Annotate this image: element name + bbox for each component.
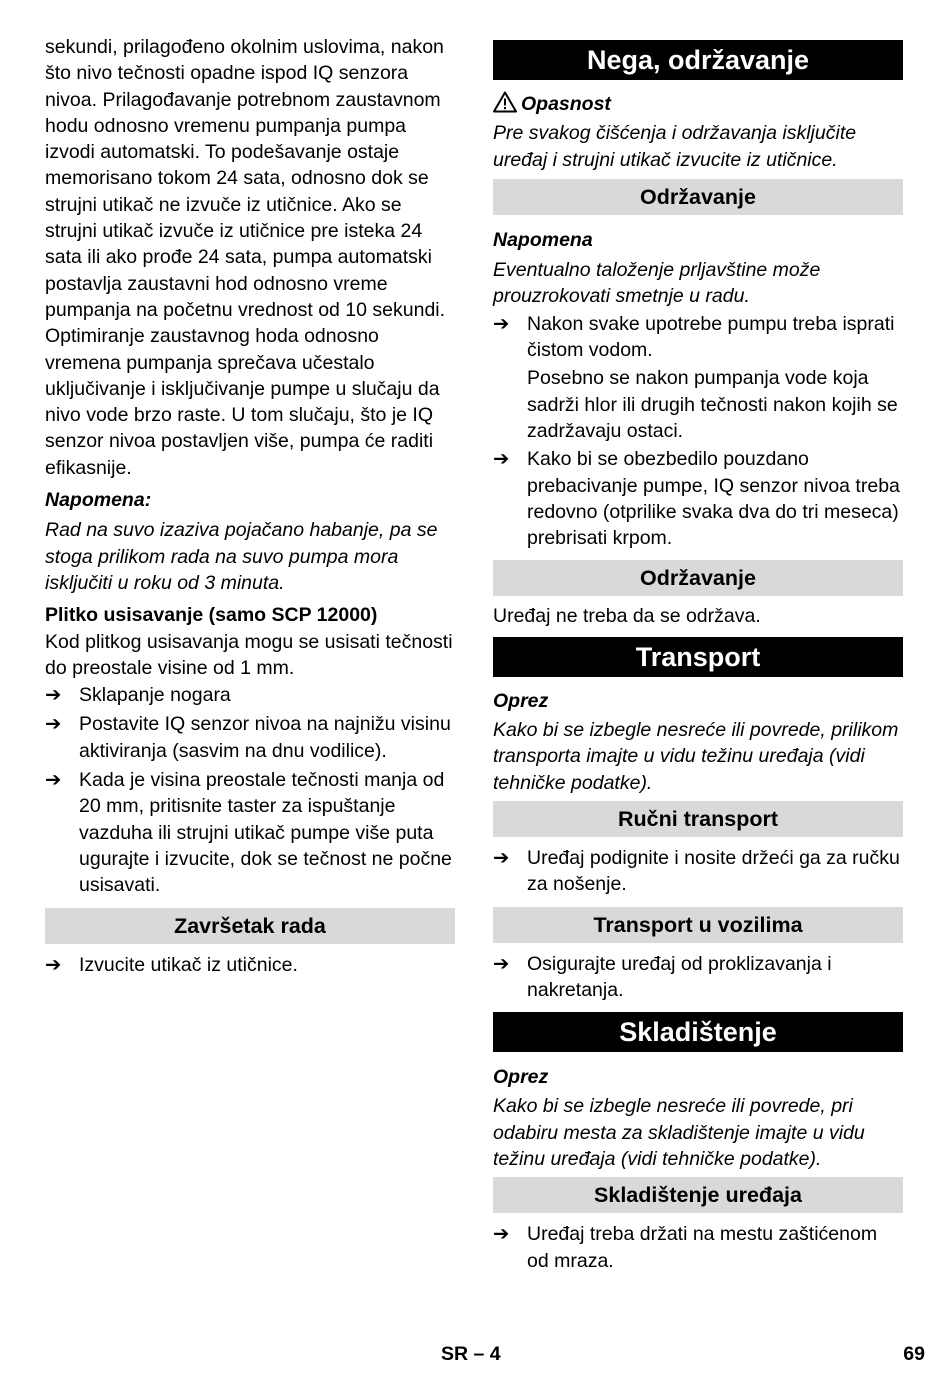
care-maintenance-heading: Nega, održavanje <box>493 40 903 80</box>
shallow-suction-title: Plitko usisavanje (samo SCP 12000) <box>45 604 378 627</box>
device-storage-heading: Skladištenje uređaja <box>493 1177 903 1213</box>
arrow-icon: ➔ <box>493 448 510 471</box>
maintenance-heading-2: Održavanje <box>493 560 903 596</box>
danger-label-text: Opasnost <box>521 93 611 115</box>
bullet-item <box>45 767 455 898</box>
caution-text: Kako bi se izbegle nesreće ili povrede, prilikom transporta imajte u vidu težinu uređaja (vidi tehničke podatke). <box>493 719 899 794</box>
caution-label: Oprez <box>493 689 549 712</box>
bullet-text: Kada je visina preostale tečnosti manja od 20 mm, pritisnite taster za ispuštanje vazduha ili strujni utikač pumpe više puta ugurajte i izvucite, dok se tečnost ne počne usisavati. <box>79 769 452 897</box>
shallow-suction-text: Kod plitkog usisavanja mogu se usisati tečnosti do preostale visine od 1 mm. <box>45 630 453 679</box>
note-text: Eventualno taloženje prljavštine može prouzrokovati smetnje u radu. <box>493 259 821 308</box>
bullet-subtext: Posebno se nakon pumpanja vode koja sadrži hlor ili drugih tečnosti nakon kojih se zadržavaju ostaci. <box>527 367 898 442</box>
bullet-text: Kako bi se obezbedilo pouzdano prebacivanje pumpe, IQ senzor nivoa treba redovno (otprilike svaka dva do tri meseca) prebrisati krpom. <box>527 448 900 550</box>
bullet-text: Postavite IQ senzor nivoa na najnižu visinu aktiviranja (sasvim na dnu vodilice). <box>79 713 451 762</box>
transport-heading: Transport <box>493 637 903 677</box>
arrow-icon: ➔ <box>493 312 510 335</box>
arrow-icon: ➔ <box>493 1223 510 1246</box>
arrow-icon: ➔ <box>45 684 62 707</box>
note-text: Rad na suvo izaziva pojačano habanje, pa se stoga prilikom rada na suvo pumpa mora isključiti u roku od 3 minuta. <box>45 519 438 594</box>
bullet-item <box>493 1221 903 1274</box>
manual-transport-heading: Ručni transport <box>493 801 903 837</box>
note-label: Napomena: <box>45 489 152 512</box>
arrow-icon: ➔ <box>45 769 62 792</box>
bullet-text: Sklapanje nogara <box>79 684 231 707</box>
arrow-icon: ➔ <box>45 713 62 736</box>
bullet-text: Uređaj treba držati na mestu zaštićenom od mraza. <box>527 1223 878 1272</box>
bullet-item <box>45 711 455 764</box>
left-column <box>45 34 455 978</box>
bullet-item <box>45 952 455 978</box>
caution-text: Kako bi se izbegle nesreće ili povrede, pri odabiru mesta za skladištenje imajte u vidu težinu uređaja (vidi tehničke podatke). <box>493 1095 865 1171</box>
vehicle-transport-heading: Transport u vozilima <box>493 907 903 943</box>
bullet-item <box>493 446 903 551</box>
caution-label: Oprez <box>493 1066 549 1089</box>
right-column <box>493 40 903 1274</box>
arrow-icon: ➔ <box>493 952 510 975</box>
page-number: 69 <box>903 1343 925 1365</box>
arrow-icon: ➔ <box>493 846 510 869</box>
bullet-item <box>493 951 903 1004</box>
danger-text: Pre svakog čišćenja i održavanja isključite uređaj i strujni utikač izvucite iz utičnice. <box>493 122 857 171</box>
maintenance-text: Uređaj ne treba da se održava. <box>493 605 761 628</box>
storage-heading: Skladištenje <box>493 1012 903 1052</box>
bullet-text: Nakon svake upotrebe pumpu treba isprati čistom vodom. <box>527 312 895 362</box>
footer-language-page: SR – 4 <box>441 1343 501 1365</box>
danger-label <box>493 91 903 117</box>
bullet-item <box>493 311 903 364</box>
bullet-text: Izvucite utikač iz utičnice. <box>79 953 298 976</box>
bullet-text: Osigurajte uređaj od proklizavanja i nakretanja. <box>527 952 832 1001</box>
end-of-work-heading: Završetak rada <box>45 908 455 944</box>
bullet-text: Uređaj podignite i nosite držeći ga za ručku za nošenje. <box>527 846 900 896</box>
arrow-icon: ➔ <box>45 953 62 976</box>
maintenance-heading: Održavanje <box>493 179 903 215</box>
warning-triangle-icon <box>493 91 517 113</box>
note-label: Napomena <box>493 228 593 251</box>
intro-paragraph: sekundi, prilagođeno okolnim uslovima, nakon što nivo tečnosti opadne ispod IQ senzora nivoa. Prilagođavanje potrebnom zaustavnom hodu odnosno vremenu pumpanja pumpa izvodi automatski. To podešavanje ostaje memorisano tokom 24 sata, odnosno dok se strujni utikač ne izvuče iz utičnice. Ako se strujni utikač izvuče iz utičnice pre isteka 24 sata ili ako prođe 24 sata, pumpa automatski postavlja zaustavni hod odnosno vreme pumpanja na početnu vrednost od 10 sekundi. Optimiranje zaustavnog hoda odnosno vremena pumpanja sprečava učestalo uključivanje i isključivanje pumpe u slučaju da nivo vode brzo raste. U tom slučaju, što je IQ senzor nivoa postavljen više, pumpa će raditi efikasnije. <box>45 36 446 479</box>
bullet-item <box>45 682 455 708</box>
bullet-item <box>493 845 903 898</box>
